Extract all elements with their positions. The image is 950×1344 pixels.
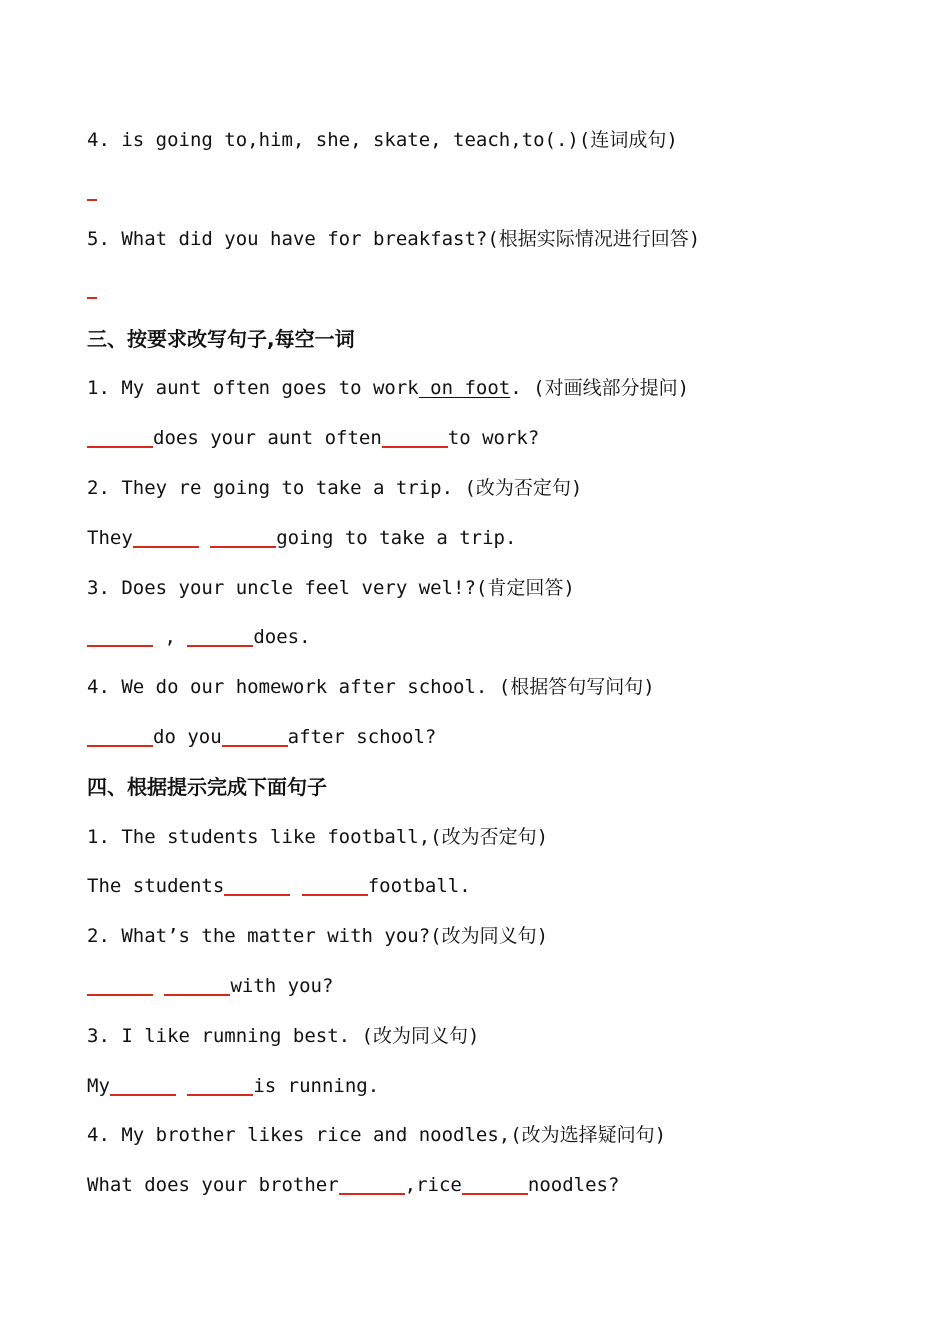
answer-4-1 — [87, 874, 471, 898]
answer-blank — [87, 426, 153, 448]
answer-4-4 — [87, 1173, 619, 1197]
answer-3-2-end: going to take a trip. — [276, 527, 517, 549]
answer-3-2 — [87, 526, 516, 550]
answer-4-3-end: is running. — [253, 1075, 380, 1097]
question-3-1-underlined-text: on foot — [418, 377, 511, 399]
answer-3-1-text: does your aunt often — [153, 427, 382, 449]
answer-3-4-text: do you — [153, 726, 222, 748]
section-3-heading: 三、按要求改写句子,每空一词 — [87, 327, 355, 351]
question-3-4: 4. We do our homework after school. (根据答句写问句) — [87, 676, 655, 698]
answer-blank — [339, 1173, 405, 1195]
answer-mark-2-4 — [87, 199, 97, 201]
question-3-3: 3. Does your uncle feel very wel!?(肯定回答) — [87, 577, 575, 599]
answer-blank — [87, 974, 153, 996]
question-4-2: 2. What’s the matter with you?(改为同义句) — [87, 925, 549, 947]
answer-4-1-start: The students — [87, 875, 225, 897]
answer-3-3 — [87, 625, 311, 649]
answer-4-2 — [87, 974, 333, 998]
answer-4-3-start: My — [87, 1075, 110, 1097]
section-4-heading: 四、根据提示完成下面句子 — [87, 775, 327, 799]
answer-4-4-mid: ,rice — [404, 1174, 462, 1196]
answer-blank — [302, 874, 368, 896]
question-3-2: 2. They re going to take a trip. (改为否定句) — [87, 477, 583, 499]
question-4-1: 1. The students like football,(改为否定句) — [87, 826, 549, 848]
answer-mark-2-5 — [87, 297, 97, 299]
question-3-1-instruction: . (对画线部分提问) — [510, 377, 690, 399]
answer-blank — [222, 725, 288, 747]
answer-blank — [187, 1074, 253, 1096]
answer-3-1-end: to work? — [447, 427, 540, 449]
answer-blank — [210, 526, 276, 548]
answer-3-4 — [87, 725, 436, 749]
answer-blank — [87, 625, 153, 647]
question-2-4: 4. is going to,him, she, skate, teach,to(.)(连词成句) — [87, 129, 678, 151]
answer-4-2-end: with you? — [230, 975, 334, 997]
answer-blank — [187, 625, 253, 647]
answer-blank — [133, 526, 199, 548]
question-4-4: 4. My brother likes rice and noodles,(改为选择疑问句) — [87, 1124, 667, 1146]
answer-blank — [224, 874, 290, 896]
answer-3-3-comma: , — [153, 626, 176, 648]
answer-3-1 — [87, 426, 539, 450]
answer-3-3-end: does. — [253, 626, 311, 648]
answer-blank — [462, 1173, 528, 1195]
answer-4-3 — [87, 1074, 379, 1098]
question-4-3: 3. I like rumning best. (改为同义句) — [87, 1025, 480, 1047]
answer-3-2-start: They — [87, 527, 133, 549]
answer-4-4-end: noodles? — [527, 1174, 620, 1196]
question-2-5: 5. What did you have for breakfast?(根据实际情况进行回答) — [87, 228, 701, 250]
answer-blank — [110, 1074, 176, 1096]
question-3-1 — [87, 376, 689, 400]
answer-blank — [87, 725, 153, 747]
answer-blank — [382, 426, 448, 448]
answer-4-1-end: football. — [367, 875, 471, 897]
answer-3-4-end: after school? — [287, 726, 437, 748]
answer-blank — [164, 974, 230, 996]
answer-4-4-start: What does your brother — [87, 1174, 339, 1196]
question-3-1-text: 1. My aunt often goes to work — [87, 377, 419, 399]
